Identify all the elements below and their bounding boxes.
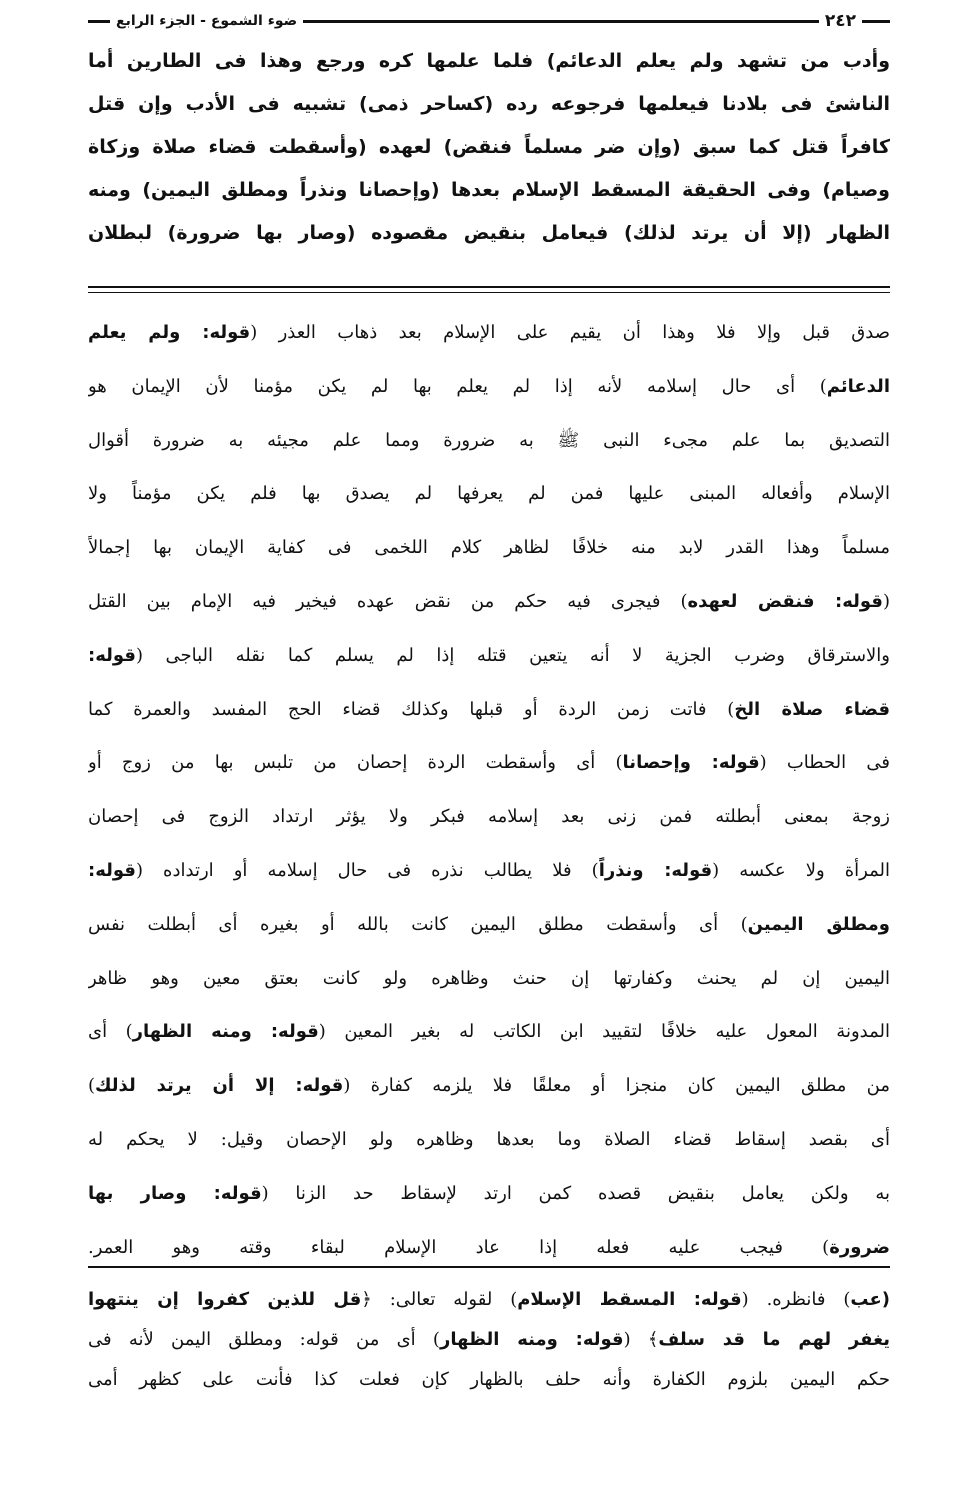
text-segment: الإسلام وأفعاله المبنى عليها فمن لم يعرفها لم يصدق بها فلم يكن مؤمناً ولا xyxy=(88,483,890,505)
footnote-line xyxy=(88,1280,890,1320)
bold-quote: (عب xyxy=(850,1289,890,1310)
main-line: الظهار (إلا أن يرتد لذلك) فيعامل بنقيض مقصوده (وصار بها ضرورة) لبطلان xyxy=(88,222,890,244)
main-line: وصيام) وفى الحقيقة المسقط الإسلام بعدها (وإحصانا ونذراً ومطلق اليمين) ومنه xyxy=(88,179,890,201)
main-text xyxy=(88,40,890,255)
commentary-line xyxy=(88,629,890,683)
commentary-line xyxy=(88,790,890,844)
commentary-line xyxy=(88,1113,890,1167)
bold-quote: قوله: ومنه الظهار xyxy=(439,1329,624,1350)
commentary-line xyxy=(88,306,890,360)
text-segment: ) فيجب عليه فعله إذا عاد الإسلام لبقاء وقته وهو العمر. xyxy=(88,1236,830,1258)
bold-quote: قوله: وإحصانا xyxy=(622,752,760,774)
text-segment: ) فيجرى فيه حكم من نقض عهده فيخير فيه الإمام بين القتل xyxy=(88,590,688,612)
bold-quote: الدعائم xyxy=(826,375,890,397)
commentary-line xyxy=(88,844,890,898)
text-segment: المدونة المعول عليه خلافًا لتقييد ابن الكاتب له بغير المعين ( xyxy=(318,1021,890,1043)
bold-quote: قوله: إلا أن يرتد لذلك xyxy=(95,1075,344,1097)
text-segment: ) أى من قوله: ومطلق اليمن لأنه فى xyxy=(88,1329,440,1350)
footnote-text xyxy=(88,1280,890,1400)
commentary-line xyxy=(88,575,890,629)
bold-quote: قوله: xyxy=(88,859,136,881)
text-segment: ) لقوله تعالى: ﴿ xyxy=(361,1289,518,1310)
commentary-line xyxy=(88,1059,890,1113)
bold-quote: قوله: ونذراً xyxy=(598,859,713,881)
bold-quote: قوله: ولم يعلم xyxy=(88,322,251,343)
commentary-line xyxy=(88,521,890,575)
text-segment: ﴾ ( xyxy=(623,1329,659,1350)
header-rule xyxy=(303,20,819,23)
running-header xyxy=(88,6,890,36)
text-segment: ) أى وأسقطت الردة إحصان من تلبس بها من زوج أو xyxy=(88,752,623,774)
section-divider xyxy=(88,292,890,293)
bold-quote: قوله: فنقض لعهده xyxy=(687,590,883,612)
text-segment: ) فانظره. ( xyxy=(741,1289,851,1310)
commentary-line xyxy=(88,467,890,521)
bold-quote: قل للذين كفروا إن ينتهوا xyxy=(88,1289,362,1310)
commentary-line xyxy=(88,414,890,468)
text-segment: مسلماً وهذا القدر لابد منه خلافًا لظاهر كلام اللخمى فى كفاية الإيمان بها إجمالاً xyxy=(88,537,890,559)
commentary-text xyxy=(88,306,890,1274)
book-title: ضوء الشموع - الجزء الرابع xyxy=(116,13,298,29)
text-segment: أى بقصد إسقاط قضاء الصلاة وما بعدها وظاهره ولو الإحصان وقيل: لا يحكم له xyxy=(88,1128,890,1150)
header-dash xyxy=(862,20,890,23)
text-segment: صدق قبل وإلا فلا وهذا أن يقيم على الإسلام بعد ذهاب العذر ( xyxy=(250,322,890,343)
text-segment: والاسترقاق وضرب الجزية لا أنه يتعين قتله إذا لم يسلم كما نقله الباجى ( xyxy=(135,644,890,666)
text-segment: المرأة ولا عكسه ( xyxy=(712,859,890,881)
text-segment: ) أى حال إسلامه لأنه إذا لم يعلم بها لم يكن مؤمنا لأن الإيمان هو xyxy=(88,375,827,397)
text-segment: من مطلق اليمين كان منجزا أو معلقًا فلا يلزمه كفارة ( xyxy=(343,1075,890,1097)
commentary-line xyxy=(88,1005,890,1059)
commentary-line xyxy=(88,898,890,952)
main-line: الناشئ فى بلادنا فيعلمها فرجوعه رده (كساحر ذمى) تشبيه فى الأدب وإن قتل xyxy=(88,93,890,115)
bold-quote: قوله: المسقط الإسلام xyxy=(517,1289,742,1310)
header-dash xyxy=(88,20,110,23)
bold-quote: ومطلق اليمين xyxy=(747,913,890,935)
main-line: كافراً قتل كما سبق (وإن ضر مسلماً فنقض) لعهده (وأسقطت قضاء صلاة وزكاة xyxy=(88,136,890,158)
text-segment: ) xyxy=(88,1075,96,1097)
bold-quote: قضاء صلاة الخ xyxy=(734,698,890,720)
footnote-line xyxy=(88,1320,890,1360)
commentary-line xyxy=(88,952,890,1006)
footnote-divider xyxy=(88,1266,890,1268)
bold-quote: قوله: وصار بها xyxy=(88,1182,262,1204)
text-segment: ) أى وأسقطت مطلق اليمين كانت بالله أو بغيره أى أبطلت نفس xyxy=(88,913,748,935)
text-segment: ) فلا يطالب نذره فى حال إسلامه أو ارتداده ( xyxy=(135,859,599,881)
bold-quote: قوله: xyxy=(88,644,136,666)
commentary-line xyxy=(88,360,890,414)
text-segment: التصديق بما علم مجىء النبى ﷺ به ضرورة ومما علم مجيئه به ضرورة أقوال xyxy=(88,429,890,451)
text-segment: اليمين إن لم يحنث وكفارتها إن حنث وظاهره ولو كانت بعتق معين وهو ظاهر xyxy=(88,967,890,989)
text-segment: ( xyxy=(882,590,890,612)
page-number: ٢٤٢ xyxy=(824,11,856,31)
text-segment: فى الحطاب ( xyxy=(759,752,890,774)
text-segment: به ولكن يعامل بنقيض قصده كمن ارتد لإسقاط حد الزنا ( xyxy=(261,1182,890,1204)
footnote-line xyxy=(88,1360,890,1400)
bold-quote: يغفر لهم ما قد سلف xyxy=(658,1329,890,1350)
section-divider xyxy=(88,286,890,288)
text-segment: حكم اليمين بلزوم الكفارة وأنه حلف بالظهار كإن فعلت كذا فأنت على كظهر أمى xyxy=(88,1369,890,1390)
commentary-line xyxy=(88,1167,890,1221)
text-segment: ) فاتت زمن الردة أو قبلها وكذلك قضاء الحج المفسد والعمرة كما xyxy=(88,698,735,720)
commentary-line xyxy=(88,683,890,737)
commentary-line xyxy=(88,736,890,790)
text-segment: زوجة بمعنى أبطلته فمن زنى بعد إسلامه فبكر ولا يؤثر ارتداد الزوج فى إحصان xyxy=(88,806,890,828)
bold-quote: قوله: ومنه الظهار xyxy=(132,1021,319,1043)
bold-quote: ضرورة xyxy=(829,1236,890,1258)
main-line: وأدب من تشهد ولم يعلم الدعائم) فلما علمها كره ورجع وهذا فى الطارين أما xyxy=(88,50,890,72)
text-segment: ) أى xyxy=(88,1021,133,1043)
